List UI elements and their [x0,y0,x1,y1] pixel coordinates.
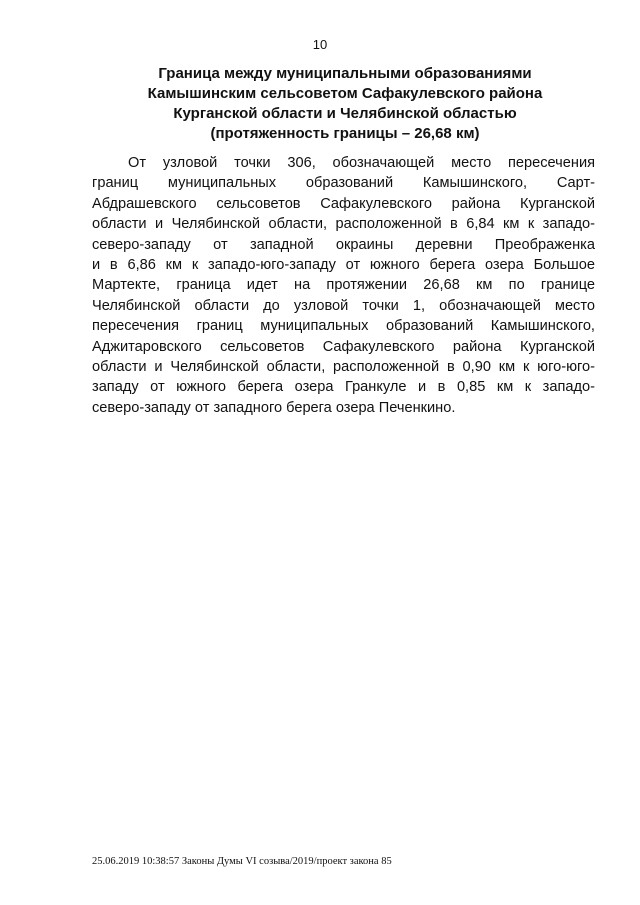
body-line: От узловой точки 306, обозначающей место пересечения [128,155,595,171]
title-line: (протяженность границы – 26,68 км) [210,125,480,142]
body-paragraph [92,153,595,418]
page-number: 10 [312,37,328,52]
body-line: северо-западу от западного берега озера Печенкино. [92,399,456,416]
body-line: области и Челябинской области, расположенной в 6,84 км к западо- [92,216,595,233]
title-line: Граница между муниципальными образованиями [158,65,532,82]
title-line: Камышинским сельсоветом Сафакулевского района [147,85,543,102]
body-line: и в 6,86 км к западо-юго-западу от южного берега озера Большое [92,256,595,273]
body-line: области и Челябинской области, расположенной в 0,90 км к юго-юго- [92,358,595,375]
body-line: западу от южного берега озера Гранкуле и в 0,85 км к западо- [92,379,595,396]
body-line: пересечения границ муниципальных образований Камышинского, [92,318,595,335]
document-title [96,64,594,144]
body-line: границ муниципальных образований Камышинского, Сарт- [92,175,595,192]
body-line: Мартекте, граница идет на протяжении 26,68 км по границе [92,277,595,294]
footer-document-path: 25.06.2019 10:38:57 Законы Думы VI созыва/2019/проект закона 85 [92,856,392,867]
body-line: Челябинской области до узловой точки 1, обозначающей место [92,297,595,314]
title-line: Курганской области и Челябинской областью [173,105,517,122]
body-line: северо-западу от западной окраины деревни Преображенка [92,236,595,253]
body-line: Аджитаровского сельсоветов Сафакулевского района Курганской [92,338,595,355]
body-line: Абдрашевского сельсоветов Сафакулевского района Курганской [92,195,595,212]
